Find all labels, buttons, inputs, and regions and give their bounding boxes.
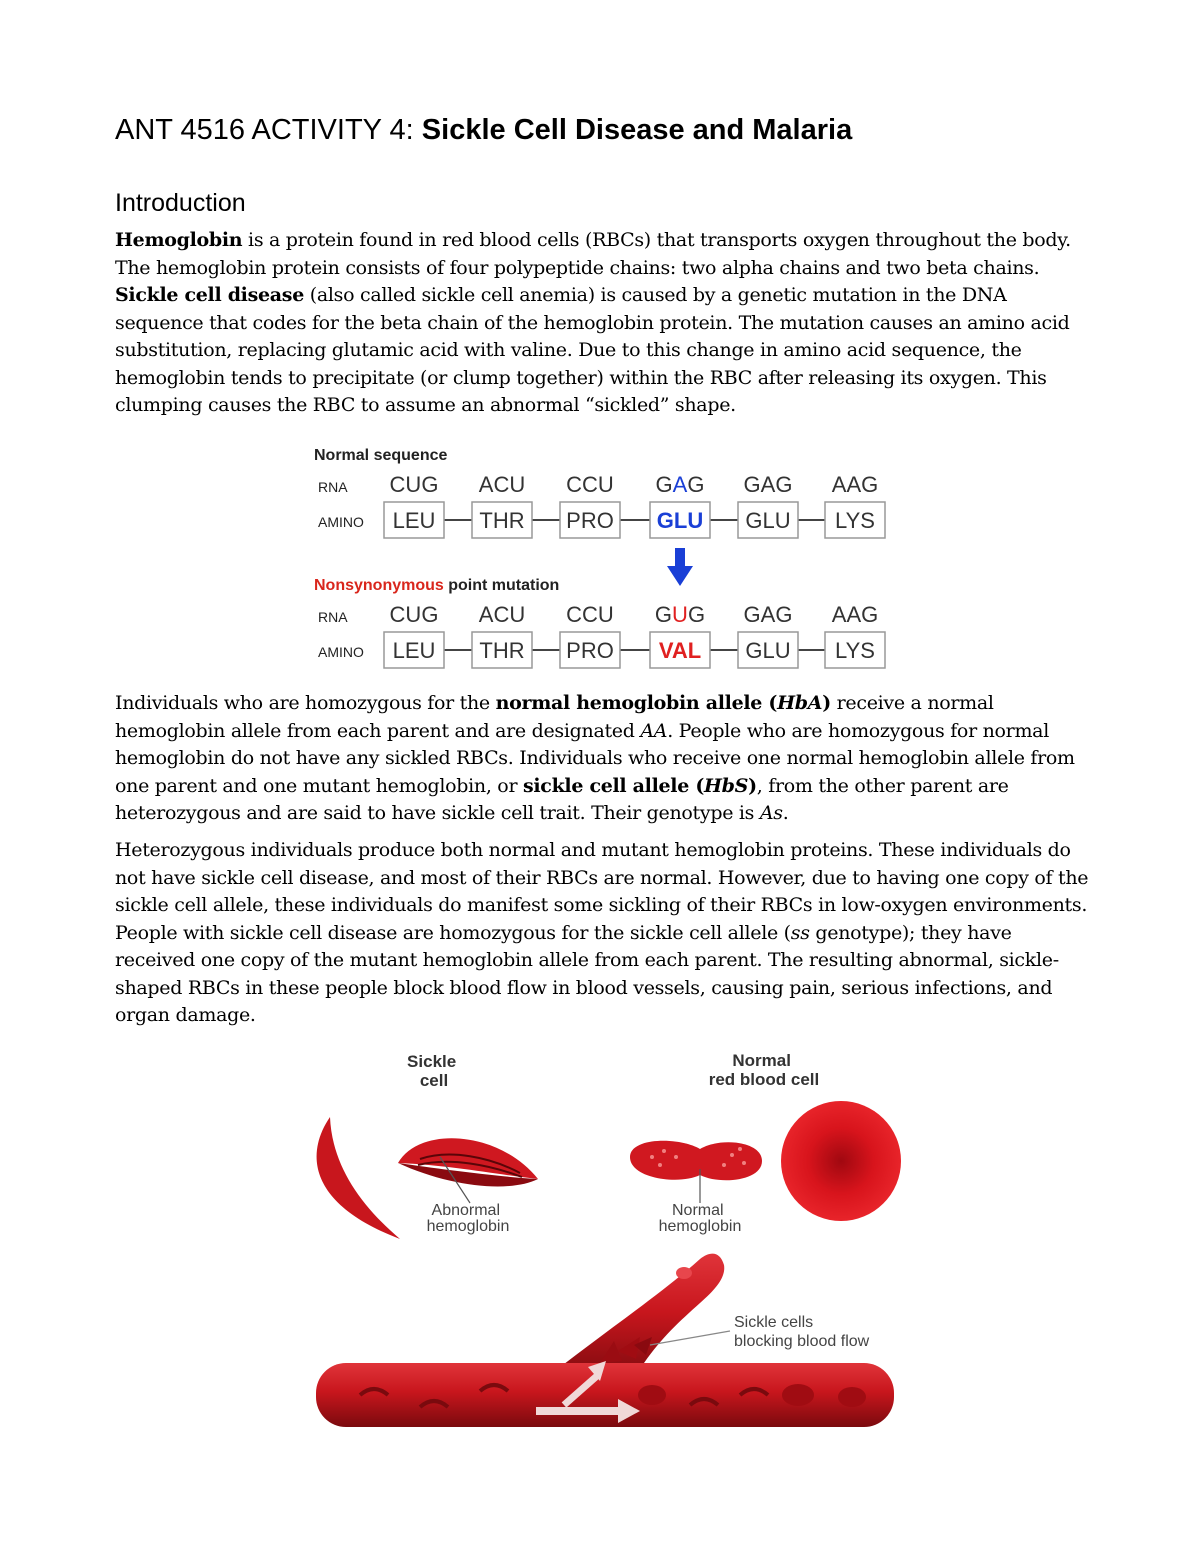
amino-label: AMINO <box>318 514 364 530</box>
codon: ACU <box>478 602 526 627</box>
amino-acid: LYS <box>835 638 875 663</box>
term-sickle-cell-disease: Sickle cell disease <box>115 284 304 306</box>
normal-sequence-label: Normal sequence <box>314 447 448 464</box>
normal-rna-row <box>318 472 878 497</box>
sickle-cell-cross-section <box>398 1138 538 1186</box>
abnormal-hemoglobin-label: Abnormal hemoglobin <box>426 1202 510 1235</box>
text-span: receive a normal hemoglobin allele from each parent and are designated <box>115 692 994 742</box>
normal-rbc-cross-section <box>630 1141 762 1180</box>
paragraph-heterozygous <box>115 837 1090 1030</box>
amino-acid: GLU <box>745 508 791 533</box>
codon: CUG <box>389 472 439 497</box>
codon: CCU <box>566 602 614 627</box>
blocking-blood-flow-label: Sickle cells blocking blood flow <box>734 1314 870 1350</box>
codon: AAG <box>831 602 879 627</box>
amino-acid-highlight: VAL <box>658 638 702 663</box>
text-span: (also called sickle cell anemia) is caused by a genetic mutation in the DNA sequence that codes for the beta chain of the hemoglobin protein. The mutation causes an amino acid substitution, replacing glutamic acid with valine. Due to this change in amino acid sequence, the hemoglobin tends to precipitate (or clump together) within the RBC after releasing its oxygen. This clumping causes the RBC to assume an abnormal “sickled” shape. <box>115 284 1070 416</box>
genotype-ss: ss <box>790 921 810 944</box>
text-span: Heterozygous individuals produce both normal and mutant hemoglobin proteins. These individuals do not have sickle cell disease, and most of their RBCs are normal. However, due to having one copy of the sickle cell allele, these individuals do manifest some sickling of their RBCs in low-oxygen environments. People with sickle cell disease are homozygous for the sickle cell allele ( <box>115 839 1089 944</box>
amino-acid: LYS <box>835 508 875 533</box>
amino-acid: LEU <box>392 638 436 663</box>
sickle-cell-shape <box>317 1117 400 1239</box>
mutation-label: Nonsynonymous point mutation <box>314 577 560 594</box>
normal-rbc-shape <box>781 1101 901 1221</box>
amino-label: AMINO <box>318 644 364 660</box>
page-title <box>115 108 852 152</box>
codon: CCU <box>566 472 614 497</box>
term-sickle-allele: sickle cell allele (HbS) <box>522 774 757 797</box>
normal-hemoglobin-label: Normal hemoglobin <box>658 1202 742 1235</box>
mutant-rna-row <box>318 602 878 627</box>
genotype-as: As <box>759 802 783 824</box>
amino-acid: PRO <box>566 508 614 533</box>
text-span: , from the other parent are heterozygous and are said to have sickle cell trait. Their genotype is <box>115 774 1009 824</box>
text-span: genotype); they have received one copy of the mutant hemoglobin allele from each parent. The resulting abnormal, sickle-shaped RBCs in these people block blood flow in blood vessels, causing pain, serious infections, and organ damage. <box>115 921 1059 1026</box>
amino-acid: PRO <box>566 638 614 663</box>
section-heading-introduction: Introduction <box>115 189 246 217</box>
codon: GAG <box>743 472 793 497</box>
text-span: Individuals who are homozygous for the <box>115 692 496 714</box>
amino-acid: LEU <box>392 508 436 533</box>
sickle-cell-figure <box>300 1045 900 1435</box>
amino-acid-highlight: GLU <box>656 508 704 533</box>
amino-acid: THR <box>479 638 525 663</box>
normal-rbc-title: Normal red blood cell <box>708 1051 820 1089</box>
text-span: . <box>782 802 789 824</box>
mutation-sequence-figure <box>300 440 900 680</box>
down-arrow-icon <box>667 548 693 586</box>
text-span: . People who are homozygous for normal hemoglobin do not have any sickled RBCs. Individuals who receive one normal hemoglobin allele from one parent and one mutant hemoglobin, or <box>115 719 1075 797</box>
text-span: is a protein found in red blood cells (RBCs) that transports oxygen throughout the body. The hemoglobin protein consists of four polypeptide chains: two alpha chains and two beta chains. <box>115 229 1071 279</box>
amino-acid: GLU <box>745 638 791 663</box>
codon: GAG <box>743 602 793 627</box>
codon: CUG <box>389 602 439 627</box>
term-normal-allele: normal hemoglobin allele (HbA) <box>495 692 831 714</box>
codon-mutated: GUG <box>654 602 706 627</box>
codon: ACU <box>478 472 526 497</box>
paragraph-alleles <box>115 690 1090 828</box>
mutant-amino-row <box>318 632 885 668</box>
genotype-aa: AA <box>640 719 668 742</box>
rna-label: RNA <box>318 609 348 625</box>
amino-acid: THR <box>479 508 525 533</box>
codon-mutated: GAG <box>655 472 705 497</box>
paragraph-hemoglobin <box>115 227 1090 420</box>
codon: AAG <box>831 472 879 497</box>
title-prefix: ANT 4516 ACTIVITY 4: <box>115 114 422 146</box>
sickle-cell-title: Sickle cell <box>407 1052 457 1090</box>
rna-label: RNA <box>318 479 348 495</box>
normal-amino-row <box>318 502 885 538</box>
title-bold: Sickle Cell Disease and Malaria <box>421 114 853 146</box>
term-hemoglobin: Hemoglobin <box>115 229 243 251</box>
